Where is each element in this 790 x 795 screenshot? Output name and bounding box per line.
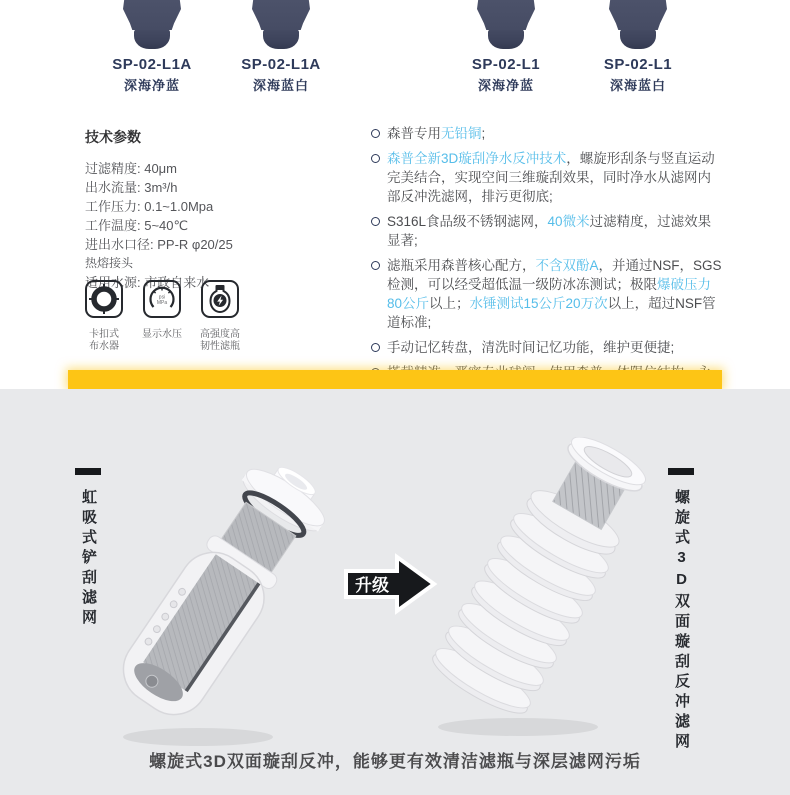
circle-bullet-icon [371,154,380,163]
label-tick-bar [668,468,694,475]
spec-line: 适用水源: 市政自来水 [85,275,210,290]
right-filter-label: 螺旋式3D双面璇刮反冲滤网 [668,468,694,753]
circle-bullet-icon [371,343,380,352]
product-model: SP-02-L1 [603,56,673,73]
specs-section [85,127,355,292]
product-color-name: 深海净蓝 [477,78,534,93]
filter-bottle-icon [200,279,240,319]
icon-caption: 显示水压 [142,329,182,340]
product-bottle-foot [134,29,170,49]
icon-caption: 高强度高 韧性滤瓶 [200,329,240,352]
product-color-name: 深海净蓝 [123,78,180,93]
feature-text: 森普专用无铅铜; [387,126,486,141]
product-model: SP-02-L1A [112,56,192,73]
svg-text:MPa: MPa [156,300,168,306]
feature-item [371,149,723,206]
product-bottle-image [252,0,310,30]
feature-item [371,124,723,143]
product-card [221,0,341,94]
product-color-name: 深海蓝白 [252,78,309,93]
features-list [371,124,723,407]
feature-text: 手动记忆转盘，清洗时间记忆功能，维护更便捷; [387,340,675,355]
yellow-bar [68,370,722,389]
spec-line: 工作温度: 5~40℃ [85,218,189,233]
feature-item [371,212,723,250]
product-bottle-image [477,0,535,30]
product-bottle-image [609,0,667,30]
product-bottle-foot [488,29,524,49]
upgrade-arrow-label: 升级 [355,576,389,595]
left-filter-label: 虹吸式铲刮滤网 [75,468,101,629]
icon-caption: 卡扣式 布水器 [89,329,119,352]
spec-line: 进出水口径: PP-R φ20/25 [85,237,233,252]
siphon-filter-image [103,452,341,752]
feature-text: S316L食品级不锈钢滤网，40微米过滤精度，过滤效果显著; [387,214,712,248]
feature-item [371,256,723,332]
feature-text: 森普全新3D璇刮净水反冲技术，螺旋形刮条与竖直运动完美结合，实现空间三维璇刮效果，同时净水从滤网内部反冲洗滤网，排污更彻底; [387,151,715,204]
product-card [92,0,212,94]
product-bottle-image [123,0,181,30]
feature-text: 滤瓶采用森普核心配方，不含双酚A，并通过NSF，SGS检测，可以经受超低温一级防冰冻测试；极限爆破压力80公斤以上；水锤测试15公斤20万次以上，超过NSF管道标准; [387,258,722,330]
spec-line: 热熔接头 [85,256,134,270]
specs-title: 技术参数 [85,129,141,145]
icon-card-bottle [200,279,240,353]
product-card [578,0,698,94]
section-caption: 螺旋式3D双面璇刮反冲，能够更有效清洁滤瓶与深层滤网污垢 [149,752,641,771]
icon-card-distributor [84,279,124,353]
product-bottle-foot [263,29,299,49]
circle-bullet-icon [371,217,380,226]
spec-line: 过滤精度: 40μm [85,161,178,176]
product-model: SP-02-L1 [471,56,541,73]
product-bottle-foot [620,29,656,49]
pressure-gauge-icon [142,279,182,319]
svg-text:psi: psi [158,294,166,301]
product-card [446,0,566,94]
spec-line: 工作压力: 0.1~1.0Mpa [85,199,214,214]
icon-row [84,279,344,353]
circle-bullet-icon [371,129,380,138]
comparison-section [0,389,790,795]
products-row [0,0,790,95]
feature-item [371,338,723,357]
icon-card-gauge [142,279,182,353]
circle-bullet-icon [371,261,380,270]
specs-list [85,159,355,292]
product-color-name: 深海蓝白 [609,78,666,93]
spec-line: 出水流量: 3m³/h [85,180,178,195]
product-model: SP-02-L1A [241,56,321,73]
water-distributor-icon [84,279,124,319]
spiral-filter-image [418,437,666,737]
label-tick-bar [75,468,101,475]
